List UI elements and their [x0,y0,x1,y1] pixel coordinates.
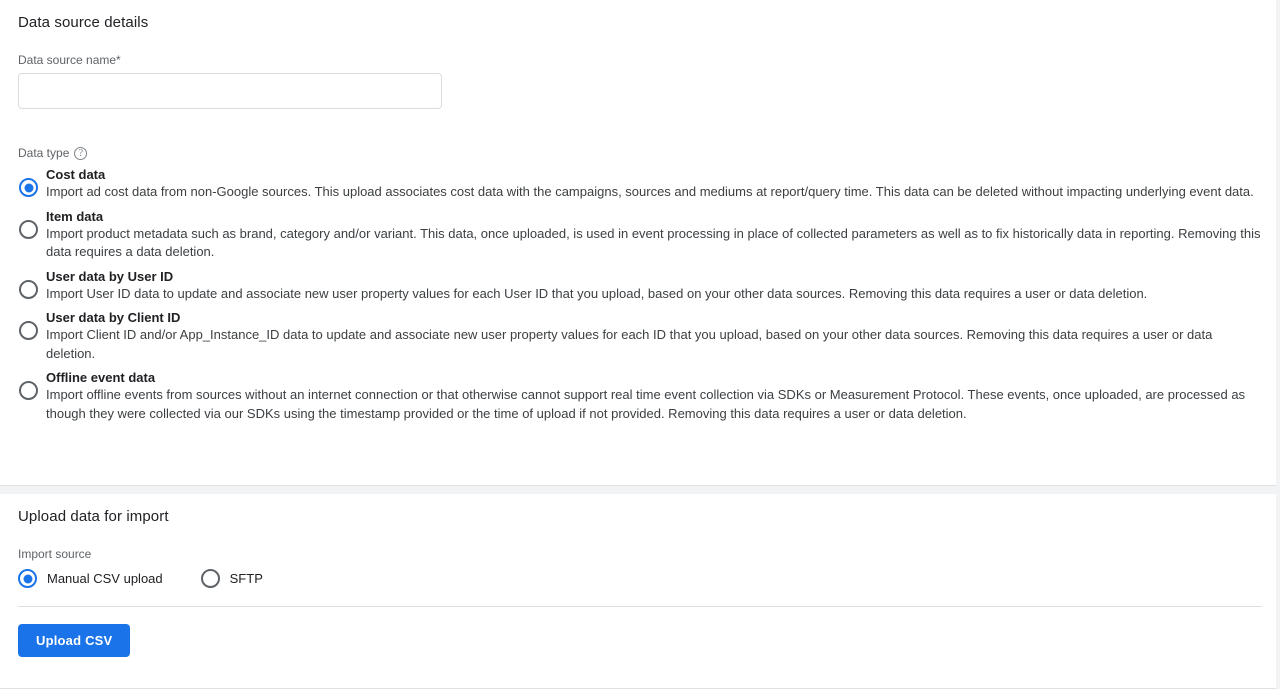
import-source-radio-group [18,569,1262,607]
radio-indicator-sftp[interactable] [201,569,220,588]
radio-indicator-item-data[interactable] [19,220,38,239]
upload-data-card [0,494,1280,689]
radio-description-user-data-by-user-id: Import User ID data to update and associate new user property values for each User ID that you upload, based on your other data sources. Removing this data requires a user or data deletion. [46,285,1148,301]
radio-indicator-user-data-by-user-id[interactable] [19,280,38,299]
radio-title-user-data-by-user-id: User data by User ID [46,268,174,284]
radio-indicator-offline-event-data[interactable] [19,381,38,400]
radio-label-sftp: SFTP [229,571,263,586]
radio-option-cost-data[interactable] [18,166,1262,202]
radio-title-user-data-by-client-id: User data by Client ID [46,310,181,325]
radio-description-offline-event-data: Import offline events from sources without an internet connection or that otherwise cannot support real time event collection via SDKs or Measurement Protocol. These events, once uploaded, are processed as though they were collected via our SDKs using the timestamp provided or the time of upload if not provided. Removing this data requires a user or data deletion. [46,387,1246,421]
data-source-name-input[interactable] [18,73,442,109]
upload-csv-button[interactable]: Upload CSV [18,624,130,657]
data-source-name-label: Data source name* [18,53,121,67]
radio-description-user-data-by-client-id: Import Client ID and/or App_Instance_ID data to update and associate new user property values for each ID that you upload, based on your other data sources. Removing this data requires a user or data deletion. [46,327,1213,361]
help-circle-icon[interactable]: ? [74,147,87,160]
radio-option-sftp[interactable] [201,569,263,588]
data-type-radio-group [18,166,1262,423]
upload-section-title: Upload data for import [18,508,169,525]
radio-title-offline-event-data: Offline event data [46,370,156,385]
page-title: Data source details [18,14,149,31]
radio-title-cost-data: Cost data [46,167,106,182]
radio-indicator-user-data-by-client-id[interactable] [19,321,38,340]
radio-indicator-cost-data[interactable] [19,178,38,197]
radio-option-offline-event-data[interactable] [18,369,1262,423]
scrollbar-track[interactable] [1276,0,1280,689]
radio-option-user-data-by-user-id[interactable] [18,268,1262,304]
radio-description-item-data: Import product metadata such as brand, category and/or variant. This data, once uploaded, is used in event processing in place of collected parameters as well as to fix historically data in reporting. Removing this data requires a data deletion. [46,225,1261,259]
radio-option-manual-csv-upload[interactable] [18,569,163,588]
radio-description-cost-data: Import ad cost data from non-Google sources. This upload associates cost data with the campaigns, sources and mediums at report/query time. This data can be deleted without impacting underlying event data. [46,184,1254,199]
import-source-label: Import source [18,547,92,561]
radio-option-item-data[interactable] [18,208,1262,262]
radio-title-item-data: Item data [46,208,104,224]
radio-indicator-manual-csv-upload[interactable] [18,569,37,588]
data-type-label-row [18,146,1262,160]
radio-label-manual-csv-upload: Manual CSV upload [47,571,163,586]
radio-option-user-data-by-client-id[interactable] [18,309,1262,363]
data-type-label: Data type [18,146,70,160]
